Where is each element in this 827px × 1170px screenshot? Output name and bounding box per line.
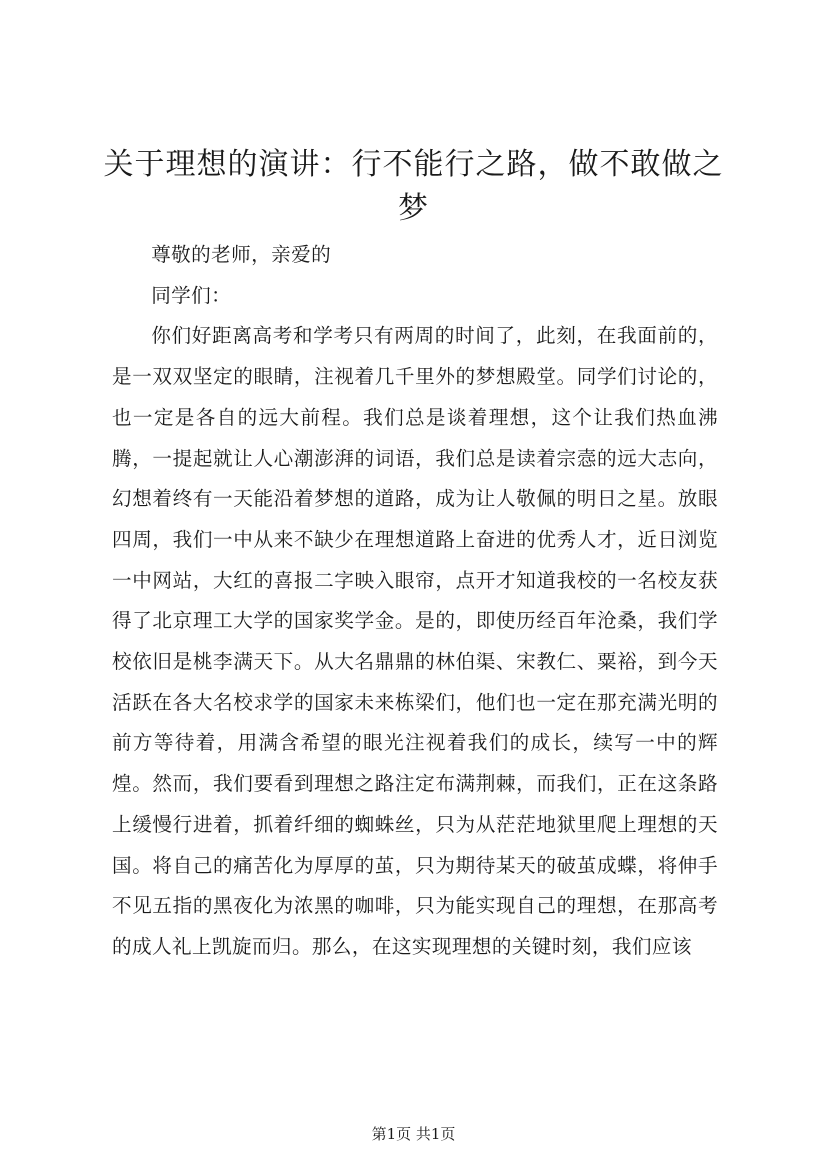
page-footer: 第1页 共1页 [371, 1125, 456, 1143]
salutation-line-2: 同学们： [151, 283, 232, 307]
document-title: 关于理想的演讲：行不能行之路，做不敢做之梦 [103, 147, 724, 226]
salutation-line-1: 尊敬的老师，亲爱的 [151, 243, 332, 266]
body-paragraph: 你们好距离高考和学考只有两周的时间了，此刻，在我面前的，是一双双坚定的眼睛，注视着几千里外的梦想殿堂。同学们讨论的，也一定是各自的远大前程。我们总是谈着理想，这个让我们热血沸腾，一提起就让人心潮澎湃的词语，我们总是读着宗悫的远大志向，幻想着终有一天能沿着梦想的道路，成为让人敬佩的明日之星。放眼四周，我们一中从来不缺少在理想道路上奋进的优秀人才，近日浏览一中网站，大红的喜报二字映入眼帘，点开才知道我校的一名校友获得了北京理工大学的国家奖学金。是的，即使历经百年沧桑，我们学校依旧是桃李满天下。从大名鼎鼎的林伯渠、宋教仁、粟裕，到今天活跃在各大名校求学的国家未来栋梁们，他们也一定在那充满光明的前方等待着，用满含希望的眼光注视着我们的成长，续写一中的辉煌。然而，我们要看到理想之路注定布满荆棘，而我们，正在这条路上缓慢行进着，抓着纤细的蜘蛛丝，只为从茫茫地狱里爬上理想的天国。将自己的痛苦化为厚厚的茧，只为期待某天的破茧成蝶，将伸手不见五指的黑夜化为浓黑的咖啡，只为能实现自己的理想，在那高考的成人礼上凯旋而归。那么，在这实现理想的关键时刻，我们应该 [112, 324, 718, 958]
document-body [112, 235, 718, 968]
